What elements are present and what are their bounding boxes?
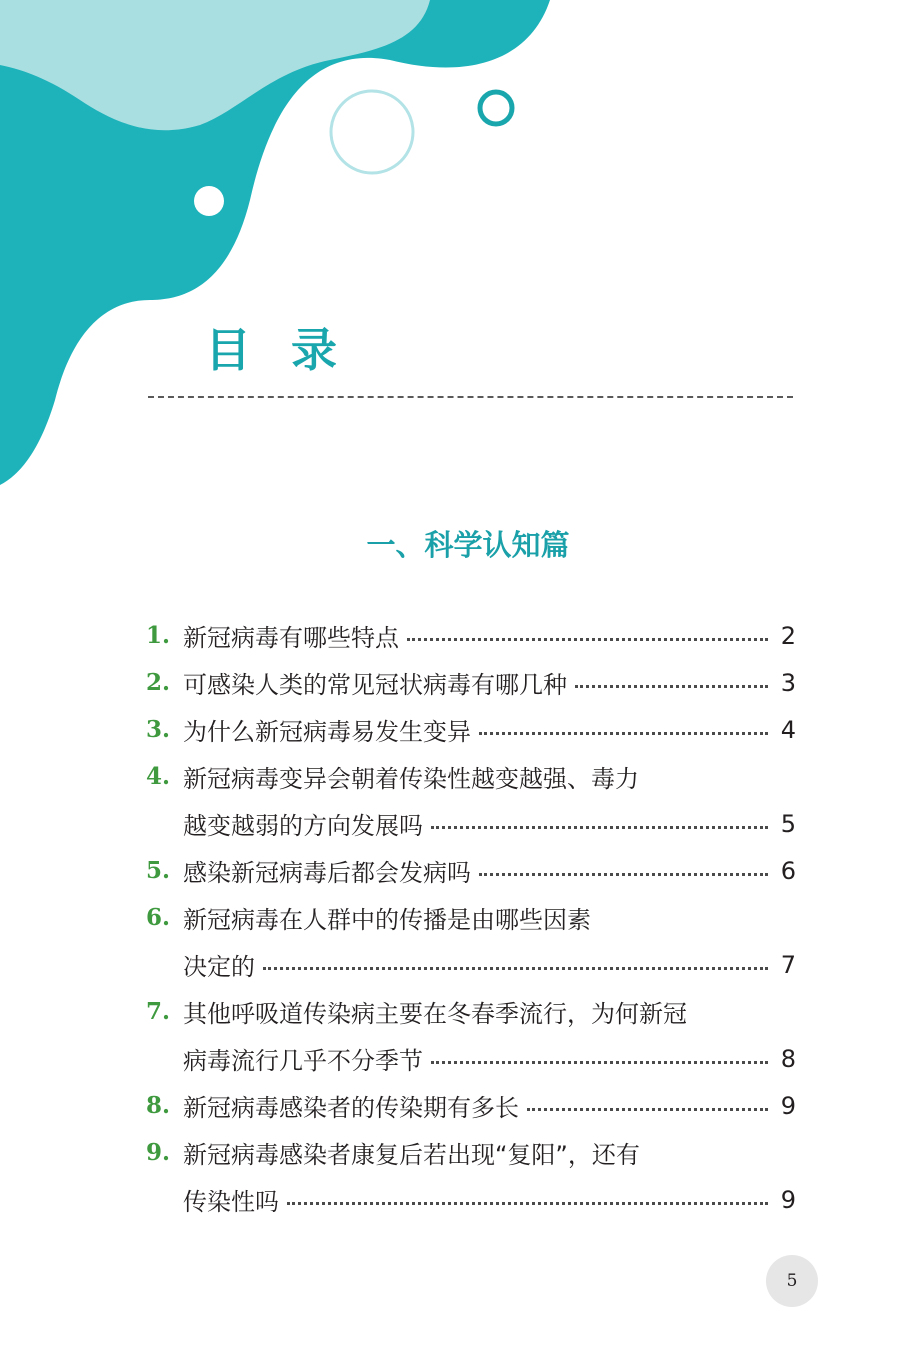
outline-circle-large bbox=[331, 91, 413, 173]
toc-number: 4. bbox=[146, 763, 171, 790]
white-dot bbox=[194, 186, 224, 216]
table-of-contents bbox=[146, 612, 796, 1223]
title-divider bbox=[148, 396, 793, 398]
toc-number: 6. bbox=[146, 904, 171, 931]
toc-entry-9[interactable] bbox=[146, 1129, 796, 1223]
dot-leader bbox=[431, 1061, 768, 1064]
toc-entry-1[interactable] bbox=[146, 612, 796, 659]
toc-page-number: 5 bbox=[780, 809, 796, 838]
toc-entry-6[interactable] bbox=[146, 894, 796, 988]
dot-leader bbox=[263, 967, 768, 970]
toc-title-continued: 越变越弱的方向发展吗 bbox=[183, 812, 423, 840]
toc-title-continued: 决定的 bbox=[183, 953, 255, 981]
toc-page-number: 4 bbox=[780, 715, 796, 744]
toc-title: 其他呼吸道传染病主要在冬春季流行，为何新冠 bbox=[183, 1000, 687, 1028]
section-heading: 一、科学认知篇 bbox=[366, 528, 570, 562]
toc-page-number: 9 bbox=[780, 1091, 796, 1120]
toc-number: 2. bbox=[146, 669, 171, 696]
toc-page-number: 9 bbox=[780, 1185, 796, 1214]
toc-entry-3[interactable] bbox=[146, 706, 796, 753]
toc-title: 新冠病毒在人群中的传播是由哪些因素 bbox=[183, 906, 591, 934]
toc-title: 新冠病毒有哪些特点 bbox=[183, 624, 399, 652]
dot-leader bbox=[287, 1202, 768, 1205]
decorative-wave-background bbox=[0, 0, 900, 520]
toc-number: 7. bbox=[146, 998, 171, 1025]
page-title: 目录 bbox=[205, 323, 377, 377]
toc-page-number: 8 bbox=[780, 1044, 796, 1073]
toc-number: 5. bbox=[146, 857, 171, 884]
toc-page-number: 3 bbox=[780, 668, 796, 697]
toc-title-continued: 传染性吗 bbox=[183, 1188, 279, 1216]
toc-title: 感染新冠病毒后都会发病吗 bbox=[183, 859, 471, 887]
toc-title: 新冠病毒感染者的传染期有多长 bbox=[183, 1094, 519, 1122]
toc-entry-4[interactable] bbox=[146, 753, 796, 847]
toc-page-number: 7 bbox=[780, 950, 796, 979]
toc-entry-8[interactable] bbox=[146, 1082, 796, 1129]
toc-number: 3. bbox=[146, 716, 171, 743]
toc-title-continued: 病毒流行几乎不分季节 bbox=[183, 1047, 423, 1075]
toc-title: 可感染人类的常见冠状病毒有哪几种 bbox=[183, 671, 567, 699]
toc-page-number: 2 bbox=[780, 621, 796, 650]
toc-page-number: 6 bbox=[780, 856, 796, 885]
dot-leader bbox=[479, 873, 768, 876]
toc-number: 9. bbox=[146, 1139, 171, 1166]
dot-leader bbox=[575, 685, 768, 688]
outline-circle-small bbox=[480, 92, 512, 124]
dot-leader bbox=[407, 638, 768, 641]
page-number-badge: 5 bbox=[766, 1255, 818, 1307]
dot-leader bbox=[479, 732, 768, 735]
toc-number: 8. bbox=[146, 1092, 171, 1119]
toc-entry-7[interactable] bbox=[146, 988, 796, 1082]
dot-leader bbox=[527, 1108, 768, 1111]
toc-title: 新冠病毒变异会朝着传染性越变越强、毒力 bbox=[183, 765, 639, 793]
toc-title: 新冠病毒感染者康复后若出现“复阳”，还有 bbox=[183, 1141, 640, 1169]
toc-title: 为什么新冠病毒易发生变异 bbox=[183, 718, 471, 746]
toc-entry-5[interactable] bbox=[146, 847, 796, 894]
dot-leader bbox=[431, 826, 768, 829]
toc-number: 1. bbox=[146, 622, 171, 649]
toc-entry-2[interactable] bbox=[146, 659, 796, 706]
